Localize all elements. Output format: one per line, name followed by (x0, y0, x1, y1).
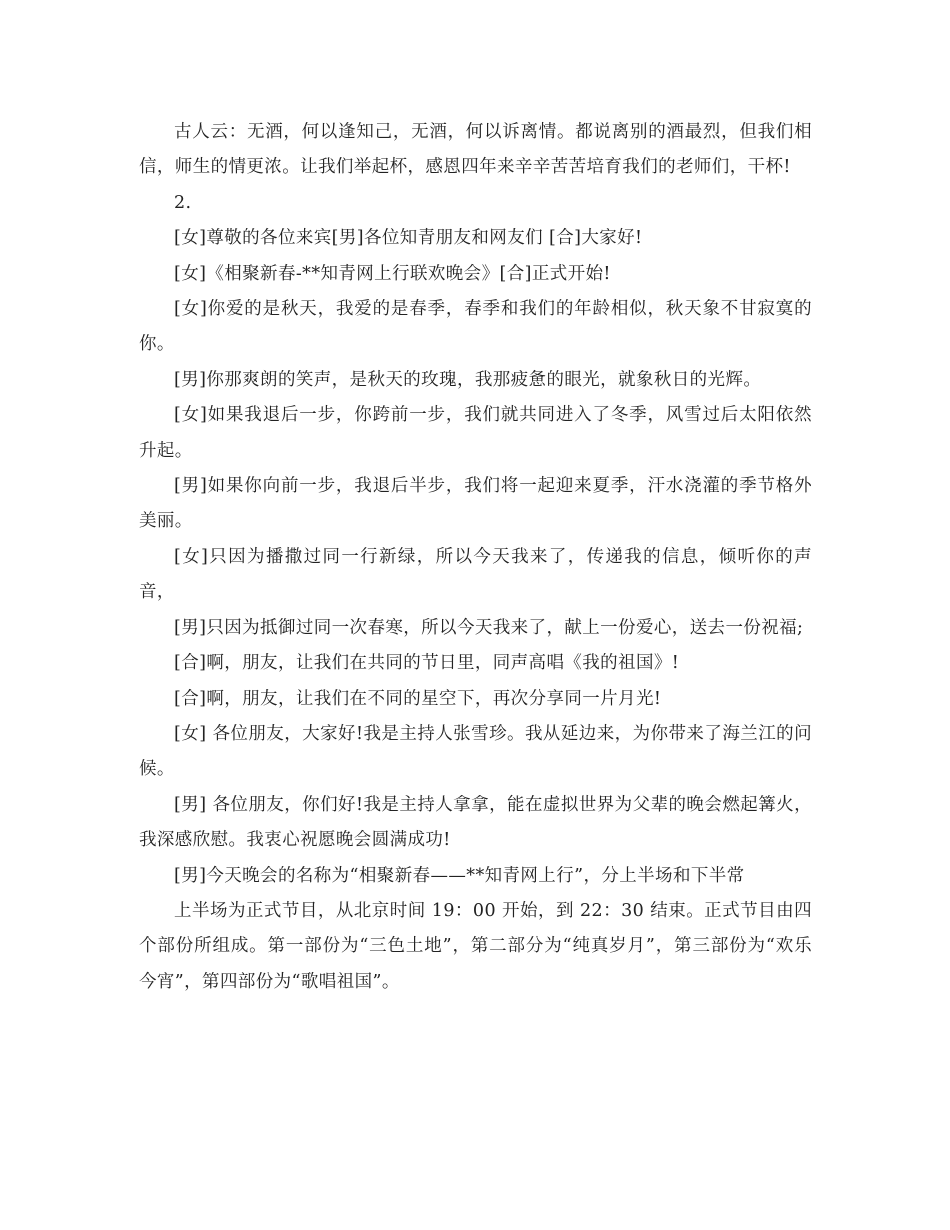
paragraph-summer: [男]如果你向前一步，我退后半步，我们将一起迎来夏季，汗水浇灌的季节格外美丽。 (139, 476, 812, 532)
paragraph-green: [女]只因为播撒过同一行新绿，所以今天我来了，传递我的信息，倾听你的声音， (139, 546, 812, 603)
paragraph-section-number: 2. (174, 192, 192, 213)
document-body (139, 115, 812, 1000)
paragraph-autumn: [女]你爱的是秋天，我爱的是春季，春季和我们的年龄相似，秋天象不甘寂寞的你。 (139, 299, 812, 355)
paragraph-laughter: [男]你那爽朗的笑声，是秋天的玫瑰，我那疲惫的眼光，就象秋日的光辉。 (174, 369, 762, 390)
paragraph-greeting: [女]尊敬的各位来宾[男]各位知青朋友和网友们 [合]大家好! (174, 228, 643, 249)
paragraph-cold: [男]只因为抵御过同一次春寒，所以今天我来了，献上一份爱心，送去一份祝福; (174, 617, 804, 638)
paragraph-schedule: 上半场为正式节目，从北京时间 19：00 开始，到 22：30 结束。正式节目由四个部份所组成。第一部份为“三色土地”，第二部分为“纯真岁月”，第三部份为“欢乐今宵”，第四部份为“歌唱祖国”。 (139, 900, 812, 992)
paragraph-event-name: [男]今天晚会的名称为“相聚新春——**知青网上行”，分上半场和下半常 (174, 865, 745, 886)
paragraph-opening: [女]《相聚新春-**知青网上行联欢晚会》[合]正式开始! (174, 263, 611, 284)
paragraph-host-male: [男] 各位朋友，你们好!我是主持人拿拿，能在虚拟世界为父辈的晚会燃起篝火，我深感欣慰。我衷心祝愿晚会圆满成功! (139, 794, 812, 851)
paragraph-song: [合]啊，朋友，让我们在共同的节日里，同声高唱《我的祖国》! (174, 653, 680, 674)
paragraph-host-female: [女] 各位朋友，大家好!我是主持人张雪珍。我从延边来，为你带来了海兰江的问候。 (139, 723, 812, 780)
paragraph-toast: 古人云：无酒，何以逢知己，无酒，何以诉离情。都说离别的酒最烈，但我们相信，师生的情更浓。让我们举起杯，感恩四年来辛辛苦苦培育我们的老师们，干杯! (139, 122, 812, 178)
paragraph-winter: [女]如果我退后一步，你跨前一步，我们就共同进入了冬季，风雪过后太阳依然升起。 (139, 405, 812, 461)
paragraph-moonlight: [合]啊，朋友，让我们在不同的星空下，再次分享同一片月光! (174, 688, 662, 709)
